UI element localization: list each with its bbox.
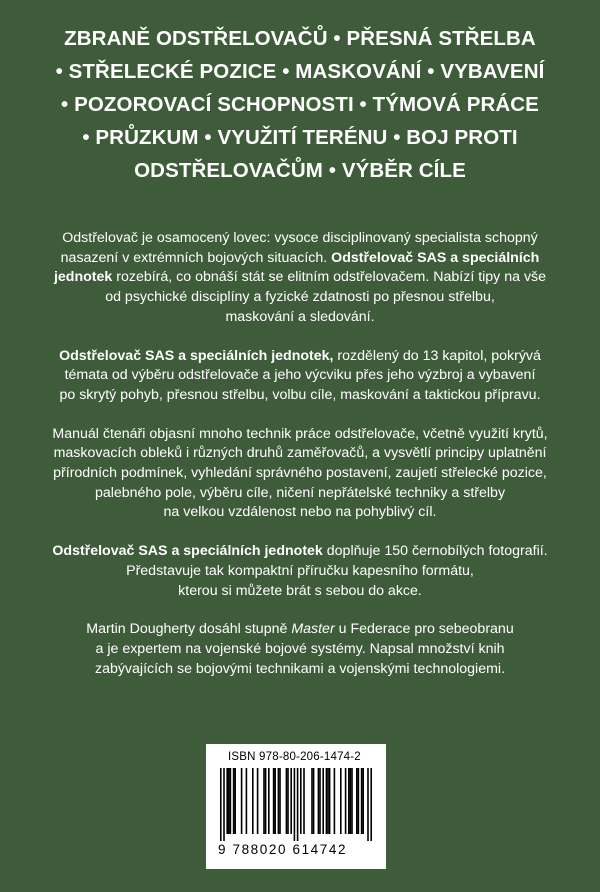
book-title-bold: Odstřelovač SAS a speciálních jednotek,: [59, 347, 334, 364]
barcode-bar: [348, 768, 350, 834]
text-line: Odstřelovač je osamocený lovec: vysoce disciplinovaný specialista schopný: [62, 230, 538, 246]
paragraph-author: [22, 620, 578, 679]
text-run: Martin Dougherty dosáhl stupně: [86, 621, 292, 638]
barcode-bar: [334, 768, 336, 834]
barcode-bar: [246, 768, 248, 834]
barcode-bar: [370, 768, 372, 841]
barcode-image: [220, 768, 372, 841]
topics-line: • STŘELECKÉ POZICE • MASKOVÁNÍ • VYBAVENÍ: [55, 60, 545, 83]
barcode-bar: [340, 768, 342, 834]
text-run: doplňuje 150 černobílých fotografií.: [322, 543, 548, 560]
barcode-bar: [274, 768, 276, 834]
topics-line: ODSTŘELOVAČŮM • VÝBĚR CÍLE: [134, 159, 466, 182]
text-line: kterou si můžete brát s sebou do akce.: [178, 582, 422, 599]
paragraph-intro: [22, 229, 578, 328]
barcode-panel: [206, 744, 386, 869]
barcode-bar: [322, 768, 324, 834]
barcode-bar: [226, 768, 228, 834]
text-line: od psychické disciplíny a fyzické zdatnosti po přesnou střelbu,: [105, 289, 495, 306]
ean-digits: 9 788020 614742: [218, 842, 348, 857]
text-line: zabývajících se bojovými technikami a vojenskými technologiemi.: [94, 660, 506, 677]
topics-line: ZBRANĚ ODSTŘELOVAČŮ • PŘESNÁ STŘELBA: [64, 27, 536, 50]
text-line: [22, 347, 578, 367]
barcode-bar: [241, 768, 243, 834]
text-run: rozdělený do 13 kapitol, pokrývá: [333, 347, 541, 364]
text-line: [22, 620, 578, 640]
barcode-bar: [356, 768, 358, 834]
text-run: nasazení v extrémních bojových situacích.: [60, 249, 332, 266]
text-line: témata od výběru odstřelovače a jeho výcviku přes jeho výzbroj a vybavení: [64, 367, 536, 384]
barcode-bar: [234, 768, 236, 834]
text-line: Manuál čtenáři objasní mnoho technik práce odstřelovače, včetně využití krytů,: [52, 425, 548, 442]
barcode-bar: [263, 768, 265, 834]
barcode-bar: [303, 768, 305, 834]
degree-italic: Master: [291, 621, 335, 638]
barcode-bar: [228, 768, 230, 834]
barcode-bar: [319, 768, 321, 834]
text-line: maskovacích obleků i různých druhů zaměřovačů, a vysvětlí principy uplatnění: [53, 445, 547, 462]
barcode-bar: [350, 768, 352, 834]
text-run: rozebírá, co obnáší stát se elitním odstřelovačem. Nabízí tipy na vše: [112, 269, 547, 286]
barcode-bar: [252, 768, 254, 834]
paragraph-manual: [22, 425, 578, 524]
book-description: [22, 229, 578, 698]
barcode-bar: [265, 768, 267, 834]
barcode-bar: [220, 768, 222, 841]
barcode-bar: [313, 768, 315, 834]
topics-line: • POZOROVACÍ SCHOPNOSTI • TÝMOVÁ PRÁCE: [61, 93, 539, 116]
barcode-bar: [278, 768, 280, 834]
topics-list: [20, 22, 580, 187]
barcode-bar: [268, 768, 270, 834]
barcode-bar: [351, 768, 353, 834]
barcode-bar: [318, 768, 320, 834]
barcode-bar: [286, 768, 288, 834]
barcode-bar: [327, 768, 329, 834]
barcode-bar: [311, 768, 313, 834]
barcode-bar: [223, 768, 225, 841]
book-title-bold: Odstřelovač SAS a speciálních jednotek: [52, 543, 323, 560]
barcode-bar: [257, 768, 259, 834]
book-title-bold: Odstřelovač SAS a speciálních: [331, 249, 540, 266]
barcode-bar: [300, 768, 302, 834]
barcode-bar: [297, 768, 299, 841]
barcode-bar: [329, 768, 331, 834]
barcode-bar: [287, 768, 289, 834]
barcode-bar: [233, 768, 235, 834]
text-line: palebného pole, výběru cíle, ničení nepřátelské techniky a střelby: [94, 484, 506, 501]
paragraph-chapters: [22, 347, 578, 406]
text-line: na velkou vzdálenost nebo na pohyblivý cíl.: [163, 504, 437, 521]
text-line: [22, 249, 578, 269]
book-title-bold: jednotek: [53, 269, 113, 286]
text-line: [22, 268, 578, 288]
text-line: a je expertem na vojenské bojové systémy. Napsal množství knih: [95, 640, 505, 657]
barcode-bar: [362, 768, 364, 834]
text-run: u Federace pro sebeobranu: [334, 621, 514, 638]
topics-line: • PRŮZKUM • VYUŽITÍ TERÉNU • BOJ PROTI: [82, 126, 518, 149]
barcode-bar: [294, 768, 296, 841]
text-line: [22, 542, 578, 562]
barcode-bar: [358, 768, 360, 834]
paragraph-photos: [22, 542, 578, 601]
barcode-bar: [326, 768, 328, 834]
barcode-bar: [230, 768, 232, 834]
barcode-bar: [290, 768, 292, 834]
barcode-bar: [279, 768, 281, 834]
isbn-label: ISBN 978-80-206-1474-2: [228, 751, 361, 763]
barcode-bar: [367, 768, 369, 841]
text-line: přírodních podmínek, vyhledání správného postavení, zaujetí střelecké pozice,: [53, 465, 547, 482]
text-line: Představuje tak kompaktní příručku kapesního formátu,: [126, 562, 474, 579]
barcode-bar: [345, 768, 347, 834]
text-line: maskování a sledování.: [225, 308, 375, 325]
text-line: po skrytý pohyb, přesnou střelbu, volbu cíle, maskování a taktickou přípravu.: [59, 386, 541, 403]
barcode-bar: [273, 768, 275, 834]
barcode-bar: [361, 768, 363, 834]
